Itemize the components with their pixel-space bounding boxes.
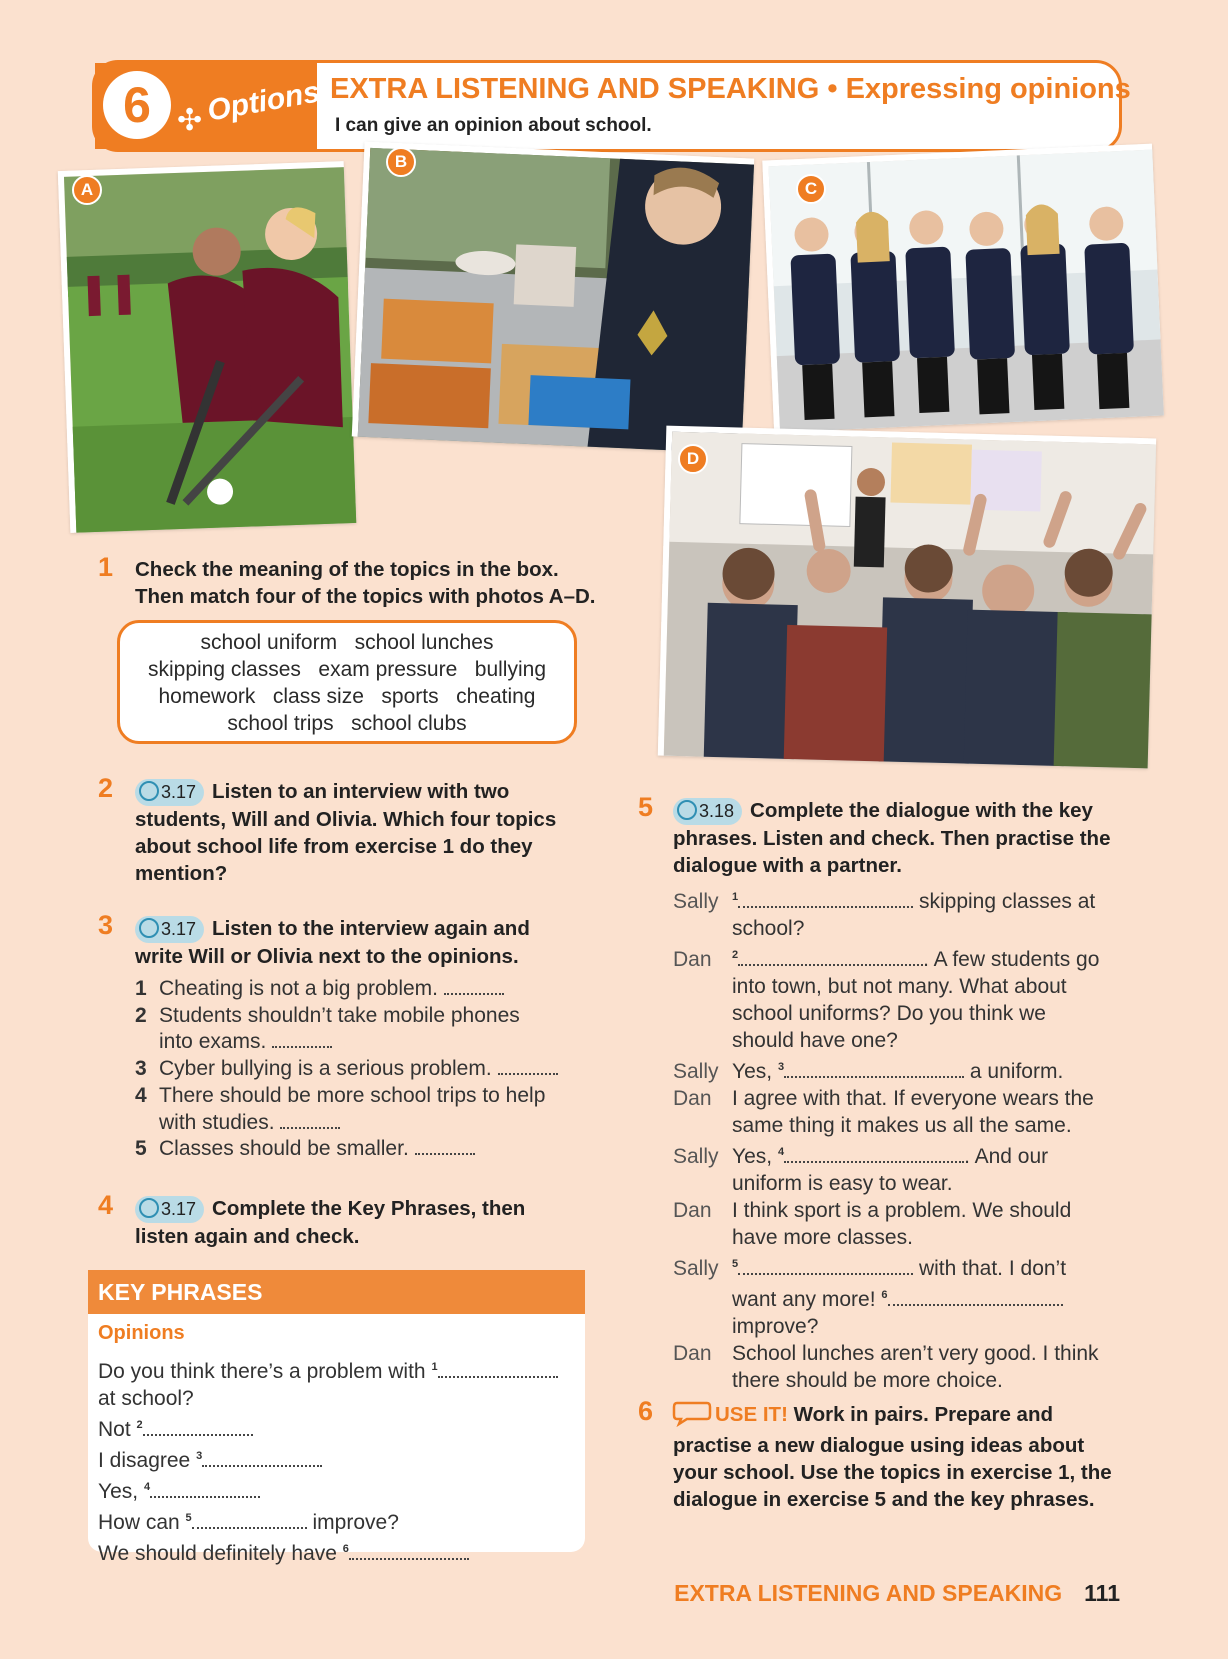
dialogue-line: Dan I think sport is a problem. We should <box>673 1199 1072 1222</box>
exercise-1-number: 1 <box>98 552 114 582</box>
exercise-4-instructions <box>135 1195 525 1250</box>
answer-blank[interactable] <box>272 1032 332 1048</box>
photo-d-label: D <box>678 444 708 474</box>
ex3-line1: Listen to the interview again and <box>212 917 530 940</box>
dialogue-line: Sally Yes, $^3$ a uniform. <box>673 1060 1064 1083</box>
key-phrase: Do you think there’s a problem with $^1$ <box>98 1354 558 1385</box>
title-sub: Expressing opinions <box>845 73 1131 105</box>
ex4-line2: listen again and check. <box>135 1225 360 1248</box>
exercise-1-instructions <box>135 556 595 610</box>
opinion-list <box>135 976 558 1163</box>
page-footer <box>674 1580 1120 1607</box>
ex5-line3: dialogue with a partner. <box>673 854 902 877</box>
speaker-sally: Sally <box>673 1145 719 1168</box>
dialogue-line-continued: into town, but not many. What about <box>732 975 1067 998</box>
dialogue-line: Sally $^1$ skipping classes at <box>673 890 1096 913</box>
ex6-line3: your school. Use the topics in exercise 1, the <box>673 1461 1112 1484</box>
audio-track-number: 3.18 <box>699 801 735 821</box>
photo-b-image <box>358 148 754 453</box>
answer-blank[interactable] <box>280 1113 340 1129</box>
speaker-sally: Sally <box>673 1257 719 1280</box>
ex2-line2: students, Will and Olivia. Which four topics <box>135 808 557 831</box>
exercise-5-number: 5 <box>638 792 654 822</box>
topics-row: skipping classes exam pressure bullying <box>147 658 546 681</box>
dialogue-line-continued: have more classes. <box>732 1226 913 1249</box>
options-label: Options <box>204 75 323 128</box>
speaker-dan: Dan <box>673 948 712 971</box>
photo-c-image <box>769 150 1164 432</box>
answer-blank[interactable] <box>192 1513 307 1529</box>
title-main: EXTRA LISTENING AND SPEAKING <box>330 73 820 105</box>
dialogue <box>673 884 1133 1394</box>
unit-number: 6 <box>103 71 171 139</box>
options-icon: ✣ <box>177 104 203 137</box>
topics-box <box>117 620 577 744</box>
photo-d-image <box>664 432 1156 769</box>
dialogue-line: Sally $^5$ with that. I don’t <box>673 1257 1067 1280</box>
speaker-sally: Sally <box>673 1060 719 1083</box>
exercise-3-instructions <box>135 915 530 970</box>
answer-blank[interactable] <box>498 1059 558 1075</box>
dialogue-line: Sally Yes, $^4$ . And our <box>673 1145 1049 1168</box>
key-phrases-panel <box>88 1270 585 1565</box>
dialogue-line-continued: uniform is easy to wear. <box>732 1172 953 1195</box>
list-item: 4 There should be more school trips to help <box>135 1083 546 1107</box>
page-subtitle: I can give an opinion about school. <box>335 115 652 136</box>
dialogue-line-continued: school? <box>732 917 805 940</box>
exercise-6-number: 6 <box>638 1396 654 1426</box>
answer-blank[interactable] <box>444 979 504 995</box>
answer-blank[interactable] <box>202 1451 322 1467</box>
exercise-2-instructions <box>135 778 556 887</box>
answer-blank[interactable] <box>349 1544 469 1560</box>
audio-track-number: 3.17 <box>161 782 197 802</box>
answer-blank[interactable] <box>784 1147 964 1163</box>
list-item-continued: into exams. <box>135 1029 558 1056</box>
unit-header <box>92 60 1131 152</box>
ex1-line2: Then match four of the topics with photos A–D. <box>135 585 596 608</box>
dialogue-line-continued: should have one? <box>732 1029 898 1052</box>
list-item-continued: with studies. <box>135 1110 558 1137</box>
title-separator: • <box>819 73 846 105</box>
ex3-line2: write Will or Olivia next to the opinions. <box>135 945 519 968</box>
exercise-5-instructions <box>673 797 1110 879</box>
dialogue-line-continued: same thing it makes us all the same. <box>732 1114 1072 1137</box>
exercise-4-number: 4 <box>98 1190 114 1220</box>
answer-blank[interactable] <box>738 1259 913 1275</box>
answer-blank[interactable] <box>738 950 923 966</box>
page-title <box>330 73 1131 106</box>
dialogue-line: Dan $^2$ . A few students go <box>673 948 1100 971</box>
photo-c-label: C <box>796 174 826 204</box>
ex2-line1: Listen to an interview with two <box>212 780 510 803</box>
answer-blank[interactable] <box>150 1482 260 1498</box>
exercise-3-number: 3 <box>98 910 114 940</box>
exercise-2-number: 2 <box>98 773 114 803</box>
photo-a-label: A <box>72 175 102 205</box>
key-phrases-list <box>98 1354 558 1567</box>
dialogue-line-continued: improve? <box>732 1315 819 1338</box>
ex1-line1: Check the meaning of the topics in the box. <box>135 558 559 581</box>
photo-d <box>658 426 1156 769</box>
speaker-dan: Dan <box>673 1342 712 1365</box>
footer-section: EXTRA LISTENING AND SPEAKING <box>674 1580 1063 1606</box>
audio-icon <box>139 918 159 938</box>
photo-b <box>352 142 754 454</box>
photo-a <box>58 161 356 533</box>
topics-row: school uniform school lunches <box>200 631 494 654</box>
answer-blank[interactable] <box>738 892 913 908</box>
audio-track-badge[interactable] <box>135 779 204 806</box>
key-phrases-subheading: Opinions <box>98 1322 185 1344</box>
list-item: 3 Cyber bullying is a serious problem. <box>135 1056 558 1083</box>
audio-track-badge[interactable] <box>135 916 204 943</box>
audio-icon <box>139 1198 159 1218</box>
answer-blank[interactable] <box>415 1139 475 1155</box>
ex5-line2: phrases. Listen and check. Then practise the <box>673 827 1111 850</box>
audio-icon <box>139 781 159 801</box>
answer-blank[interactable] <box>784 1062 964 1078</box>
dialogue-line: Dan I agree with that. If everyone wears the <box>673 1087 1094 1110</box>
ex2-line3: about school life from exercise 1 do they <box>135 835 533 858</box>
key-phrase: How can $^5$ improve? <box>98 1511 399 1534</box>
ex6-line4: dialogue in exercise 5 and the key phrases. <box>673 1488 1095 1511</box>
dialogue-line-continued: want any more! $^6$ <box>673 1282 1133 1313</box>
audio-track-number: 3.17 <box>161 1199 197 1219</box>
dialogue-line-continued: school uniforms? Do you think we <box>732 1002 1046 1025</box>
list-item: 2 Students shouldn’t take mobile phones <box>135 1003 520 1027</box>
answer-blank[interactable] <box>143 1420 253 1436</box>
audio-icon <box>677 800 697 820</box>
speech-bubble-icon <box>673 1401 711 1432</box>
answer-blank[interactable] <box>438 1362 558 1378</box>
list-item: 5 Classes should be smaller. <box>135 1136 558 1163</box>
ex2-line4: mention? <box>135 862 228 885</box>
use-it-label: USE IT! <box>715 1403 788 1426</box>
audio-track-badge[interactable] <box>673 798 742 825</box>
speaker-dan: Dan <box>673 1199 712 1222</box>
ex6-line2: practise a new dialogue using ideas about <box>673 1434 1085 1457</box>
ex4-line1: Complete the Key Phrases, then <box>212 1197 526 1220</box>
photo-a-image <box>64 167 356 533</box>
ex6-line1: Work in pairs. Prepare and <box>793 1403 1053 1426</box>
speaker-sally: Sally <box>673 890 719 913</box>
audio-track-badge[interactable] <box>135 1196 204 1223</box>
ex5-line1: Complete the dialogue with the key <box>750 799 1093 822</box>
exercise-6-instructions <box>673 1401 1112 1513</box>
topics-row: school trips school clubs <box>227 712 467 735</box>
audio-track-number: 3.17 <box>161 919 197 939</box>
key-phrase: We should definitely have $^6$ <box>98 1536 558 1567</box>
photo-b-label: B <box>386 147 416 177</box>
key-phrase: I disagree $^3$ <box>98 1443 558 1474</box>
key-phrase: Yes, $^4$ <box>98 1474 558 1505</box>
dialogue-line: Dan School lunches aren’t very good. I think <box>673 1342 1099 1365</box>
options-banner <box>95 63 323 149</box>
topics-row: homework class size sports cheating <box>158 685 536 708</box>
answer-blank[interactable] <box>888 1290 1063 1306</box>
list-item: 1 Cheating is not a big problem. <box>135 976 558 1003</box>
page-number: 111 <box>1084 1580 1120 1606</box>
dialogue-line-continued: there should be more choice. <box>732 1369 1003 1392</box>
key-phrase-continued: at school? <box>98 1387 194 1410</box>
speaker-dan: Dan <box>673 1087 712 1110</box>
key-phrase: Not $^2$ <box>98 1412 558 1443</box>
key-phrases-heading: KEY PHRASES <box>88 1270 585 1314</box>
